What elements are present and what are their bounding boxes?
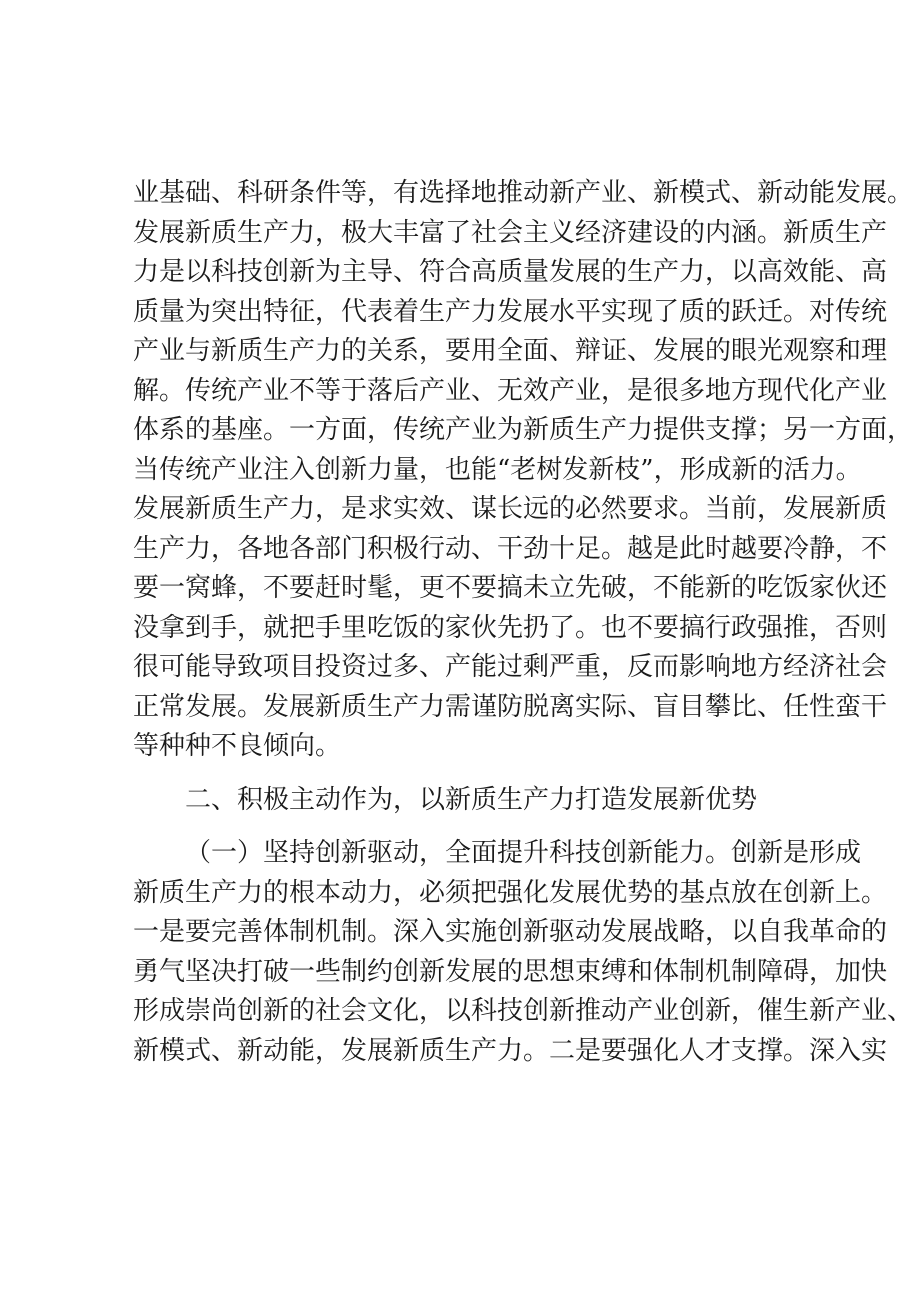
body-line: 当传统产业注入创新力量，也能“老树发新枝”，形成新的活力。 bbox=[133, 454, 862, 485]
body-line: 正常发展。发展新质生产力需谨防脱离实际、盲目攀比、任性蛮干 bbox=[133, 691, 888, 722]
body-line: 形成崇尚创新的社会文化，以科技创新推动产业创新，催生新产业、 bbox=[133, 996, 914, 1026]
body-line: 质量为突出特征，代表着生产力发展水平实现了质的跃迁。对传统 bbox=[133, 296, 888, 327]
body-line: 新模式、新动能，发展新质生产力。二是要强化人才支撑。深入实 bbox=[133, 1035, 888, 1066]
body-line: 发展新质生产力，极大丰富了社会主义经济建设的内涵。新质生产 bbox=[133, 217, 888, 248]
body-line: 体系的基座。一方面，传统产业为新质生产力提供支撑；另一方面， bbox=[133, 415, 914, 445]
body-line: 要一窝蜂，不要赶时髦，更不要搞未立先破，不能新的吃饭家伙还 bbox=[133, 573, 888, 603]
body-line: 解。传统产业不等于落后产业、无效产业，是很多地方现代化产业 bbox=[133, 375, 888, 406]
body-line: 等种种不良倾向。 bbox=[133, 731, 342, 761]
body-line: 勇气坚决打破一些制约创新发展的思想束缚和体制机制障碍，加快 bbox=[133, 956, 888, 987]
body-line: 业基础、科研条件等，有选择地推动新产业、新模式、新动能发展。 bbox=[133, 178, 914, 208]
body-line: 发展新质生产力，是求实效、谋长远的必然要求。当前，发展新质 bbox=[133, 494, 888, 524]
body-line: 产业与新质生产力的关系，要用全面、辩证、发展的眼光观察和理 bbox=[133, 336, 888, 366]
body-line: 很可能导致项目投资过多、产能过剩严重，反而影响地方经济社会 bbox=[133, 652, 888, 682]
body-line: 没拿到手，就把手里吃饭的家伙先扔了。也不要搞行政强推，否则 bbox=[133, 612, 888, 643]
document-body bbox=[133, 174, 914, 1071]
body-line: 力是以科技创新为主导、符合高质量发展的生产力，以高效能、高 bbox=[133, 257, 888, 287]
body-line: 新质生产力的根本动力，必须把强化发展优势的基点放在创新上。 bbox=[133, 877, 888, 908]
body-line: 生产力，各地各部门积极行动、干劲十足。越是此时越要冷静，不 bbox=[133, 533, 888, 564]
body-line: （一）坚持创新驱动，全面提升科技创新能力。创新是形成 bbox=[185, 838, 862, 868]
body-line: 一是要完善体制机制。深入实施创新驱动发展战略，以自我革命的 bbox=[133, 917, 888, 947]
section-heading: 二、积极主动作为，以新质生产力打造发展新优势 bbox=[185, 784, 758, 815]
